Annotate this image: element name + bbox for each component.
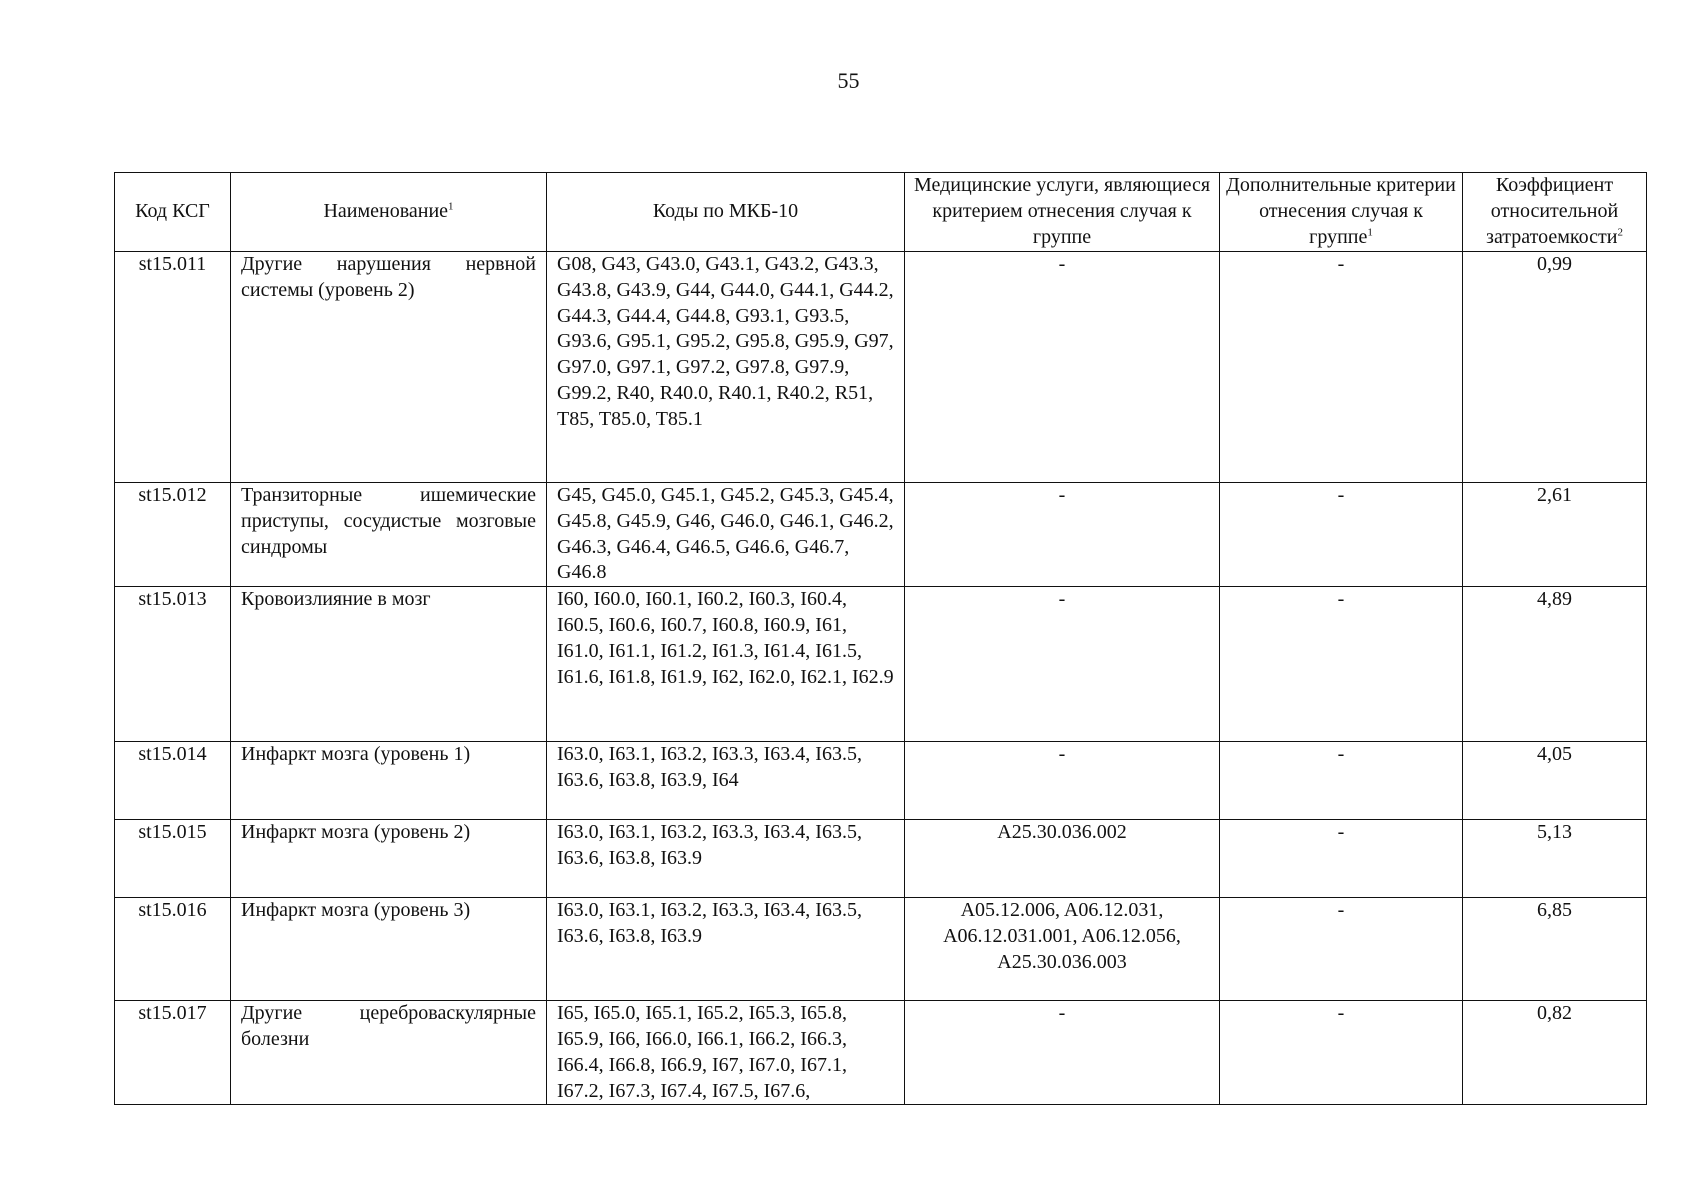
header-extra: [1220, 173, 1463, 252]
cell-mkb-codes: G08, G43, G43.0, G43.1, G43.2, G43.3, G43.8, G43.9, G44, G44.0, G44.1, G44.2, G44.3, G44.4, G44.8, G93.1, G93.5, G93.6, G95.1, G95.2, G95.8, G95.9, G97, G97.0, G97.1, G97.2, G97.8, G97.9, G99.2, R40, R40.0, R40.1, R40.2, R51, T85, T85.0, T85.1: [547, 252, 905, 483]
table-row: [115, 483, 1647, 587]
cell-extra-criteria: -: [1220, 742, 1463, 820]
cell-extra-criteria: -: [1220, 483, 1463, 587]
header-services: Медицинские услуги, являющиеся критерием отнесения случая к группе: [905, 173, 1220, 252]
cell-extra-criteria: -: [1220, 587, 1463, 742]
cell-code: st15.013: [115, 587, 231, 742]
cell-coefficient: 4,89: [1463, 587, 1647, 742]
cell-services: -: [905, 742, 1220, 820]
cell-code: st15.015: [115, 820, 231, 898]
cell-name: Другие нарушения нервной системы (уровень 2): [231, 252, 547, 483]
cell-coefficient: 5,13: [1463, 820, 1647, 898]
cell-name: Инфаркт мозга (уровень 3): [231, 898, 547, 1001]
cell-services: -: [905, 483, 1220, 587]
table-row: [115, 1001, 1647, 1105]
cell-mkb-codes: I65, I65.0, I65.1, I65.2, I65.3, I65.8, I65.9, I66, I66.0, I66.1, I66.2, I66.3, I66.4, I66.8, I66.9, I67, I67.0, I67.1, I67.2, I67.3, I67.4, I67.5, I67.6,: [547, 1001, 905, 1105]
header-extra-label: Дополнительные критерии отнесения случая к группе: [1226, 174, 1456, 248]
cell-name: Другие цереброваскулярные болезни: [231, 1001, 547, 1105]
cell-extra-criteria: -: [1220, 898, 1463, 1001]
table-row: [115, 587, 1647, 742]
table-header-row: [115, 173, 1647, 252]
cell-coefficient: 4,05: [1463, 742, 1647, 820]
cell-name: Транзиторные ишемические приступы, сосудистые мозговые синдромы: [231, 483, 547, 587]
cell-coefficient: 0,82: [1463, 1001, 1647, 1105]
header-coef: [1463, 173, 1647, 252]
cell-services: -: [905, 252, 1220, 483]
cell-mkb-codes: I63.0, I63.1, I63.2, I63.3, I63.4, I63.5, I63.6, I63.8, I63.9: [547, 820, 905, 898]
header-coef-label: Коэффициент относительной затратоемкости: [1486, 174, 1619, 248]
cell-extra-criteria: -: [1220, 1001, 1463, 1105]
footnote-mark: 2: [1617, 226, 1623, 239]
ksg-table: [114, 172, 1647, 1105]
footnote-mark: 1: [448, 200, 454, 213]
cell-mkb-codes: I63.0, I63.1, I63.2, I63.3, I63.4, I63.5, I63.6, I63.8, I63.9, I64: [547, 742, 905, 820]
cell-name: Инфаркт мозга (уровень 2): [231, 820, 547, 898]
page-number: 55: [837, 68, 860, 93]
cell-name: Кровоизлияние в мозг: [231, 587, 547, 742]
cell-coefficient: 2,61: [1463, 483, 1647, 587]
footnote-mark: 1: [1367, 226, 1373, 239]
cell-extra-criteria: -: [1220, 820, 1463, 898]
cell-services: A05.12.006, A06.12.031, A06.12.031.001, A06.12.056, A25.30.036.003: [905, 898, 1220, 1001]
cell-code: st15.016: [115, 898, 231, 1001]
cell-extra-criteria: -: [1220, 252, 1463, 483]
cell-services: -: [905, 1001, 1220, 1105]
cell-mkb-codes: I60, I60.0, I60.1, I60.2, I60.3, I60.4, I60.5, I60.6, I60.7, I60.8, I60.9, I61, I61.0, I61.1, I61.2, I61.3, I61.4, I61.5, I61.6, I61.8, I61.9, I62, I62.0, I62.1, I62.9: [547, 587, 905, 742]
cell-services: -: [905, 587, 1220, 742]
cell-code: st15.012: [115, 483, 231, 587]
table-row: [115, 898, 1647, 1001]
table-row: [115, 742, 1647, 820]
cell-mkb-codes: I63.0, I63.1, I63.2, I63.3, I63.4, I63.5, I63.6, I63.8, I63.9: [547, 898, 905, 1001]
header-name: [231, 173, 547, 252]
cell-coefficient: 6,85: [1463, 898, 1647, 1001]
table-row: [115, 820, 1647, 898]
header-mkb: Коды по МКБ-10: [547, 173, 905, 252]
cell-coefficient: 0,99: [1463, 252, 1647, 483]
cell-mkb-codes: G45, G45.0, G45.1, G45.2, G45.3, G45.4, G45.8, G45.9, G46, G46.0, G46.1, G46.2, G46.3, G46.4, G46.5, G46.6, G46.7, G46.8: [547, 483, 905, 587]
cell-services: A25.30.036.002: [905, 820, 1220, 898]
cell-name: Инфаркт мозга (уровень 1): [231, 742, 547, 820]
cell-code: st15.017: [115, 1001, 231, 1105]
header-name-label: Наименование: [323, 200, 449, 223]
header-code: Код КСГ: [115, 173, 231, 252]
cell-code: st15.011: [115, 252, 231, 483]
cell-code: st15.014: [115, 742, 231, 820]
table-row: [115, 252, 1647, 483]
